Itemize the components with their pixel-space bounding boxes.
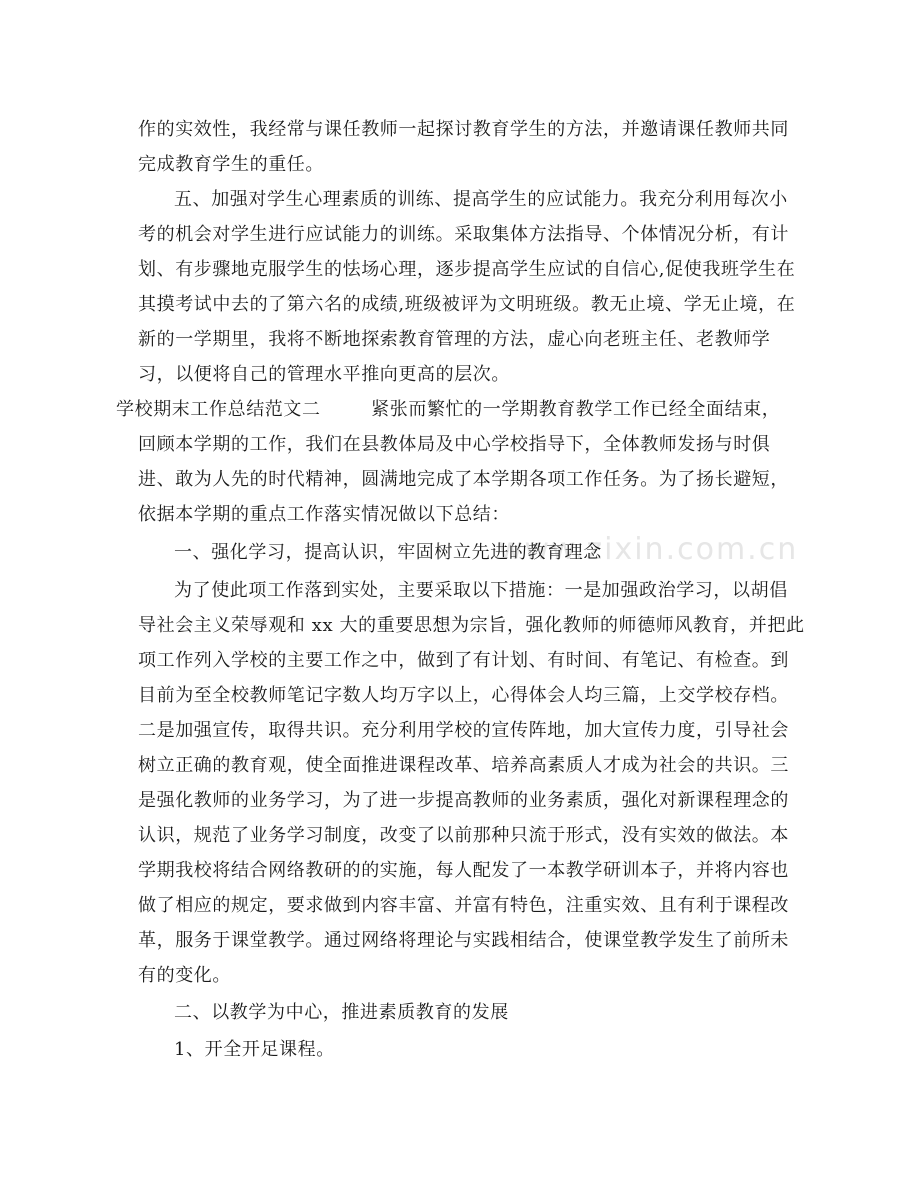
text-line: 作的实效性，我经常与课任教师一起探讨教育学生的方法，并邀请课任教师共同	[138, 119, 789, 140]
watermark: www.zixin.com.cn	[498, 532, 799, 567]
text-line: 有的变化。	[138, 965, 231, 986]
section-title-line: 学校期末工作总结范文二 紧张而繁忙的一学期教育教学工作已经全面结束，	[116, 399, 781, 420]
text-line: 回顾本学期的工作，我们在县教体局及中心学校指导下，全体教师发扬与时俱	[138, 434, 771, 455]
text-line: 完成教育学生的重任。	[138, 154, 324, 175]
heading-line: 1、开全开足课程。	[174, 1039, 335, 1060]
text-line: 习，以便将自己的管理水平推向更高的层次。	[138, 364, 510, 385]
text-line: 认识，规范了业务学习制度，改变了以前那种只流于形式，没有实效的做法。本	[138, 825, 789, 846]
text-line: 革，服务于课堂教学。通过网络将理论与实践相结合，使课堂教学发生了前所未	[138, 930, 789, 951]
text-line: 依据本学期的重点工作落实情况做以下总结：	[138, 504, 510, 525]
text-line: 划、有步骤地克服学生的怯场心理，逐步提高学生应试的自信心,促使我班学生在	[138, 259, 796, 280]
text-line: 学期我校将结合网络教研的的实施，每人配发了一本教学研训本子，并将内容也	[138, 860, 789, 881]
text-line: 树立正确的教育观，使全面推进课程改革、培养高素质人才成为社会的共识。三	[138, 755, 789, 776]
text-line: 其摸考试中去的了第六名的成绩,班级被评为文明班级。教无止境、学无止境，在	[138, 294, 796, 315]
text-line: 二是加强宣传，取得共识。充分利用学校的宣传阵地，加大宣传力度，引导社会	[138, 720, 789, 741]
text-line: 是强化教师的业务学习，为了进一步提高教师的业务素质，强化对新课程理念的	[138, 790, 789, 811]
heading-line: 二、以教学为中心，推进素质教育的发展	[174, 1002, 509, 1023]
paragraph-start: 五、加强对学生心理素质的训练、提高学生的应试能力。我充分利用每次小	[174, 189, 788, 210]
heading-line: 一、强化学习，提高认识，牢固树立先进的教育理念	[174, 542, 602, 563]
paragraph-start: 为了使此项工作落到实处，主要采取以下措施：一是加强政治学习，以胡倡	[174, 580, 788, 601]
text-line: 考的机会对学生进行应试能力的训练。采取集体方法指导、个体情况分析，有计	[138, 224, 789, 245]
text-line: 做了相应的规定，要求做到内容丰富、并富有特色，注重实效、且有利于课程改	[138, 895, 789, 916]
text-line: 导社会主义荣辱观和 xx 大的重要思想为宗旨，强化教师的师德师风教育，并把此	[138, 615, 805, 636]
text-line: 进、敢为人先的时代精神，圆满地完成了本学期各项工作任务。为了扬长避短，	[138, 469, 789, 490]
text-line: 项工作列入学校的主要工作之中，做到了有计划、有时间、有笔记、有检查。到	[138, 650, 789, 671]
text-line: 新的一学期里，我将不断地探索教育管理的方法，虚心向老班主任、老教师学	[138, 329, 771, 350]
text-line: 目前为至全校教师笔记字数人均万字以上，心得体会人均三篇，上交学校存档。	[138, 685, 789, 706]
